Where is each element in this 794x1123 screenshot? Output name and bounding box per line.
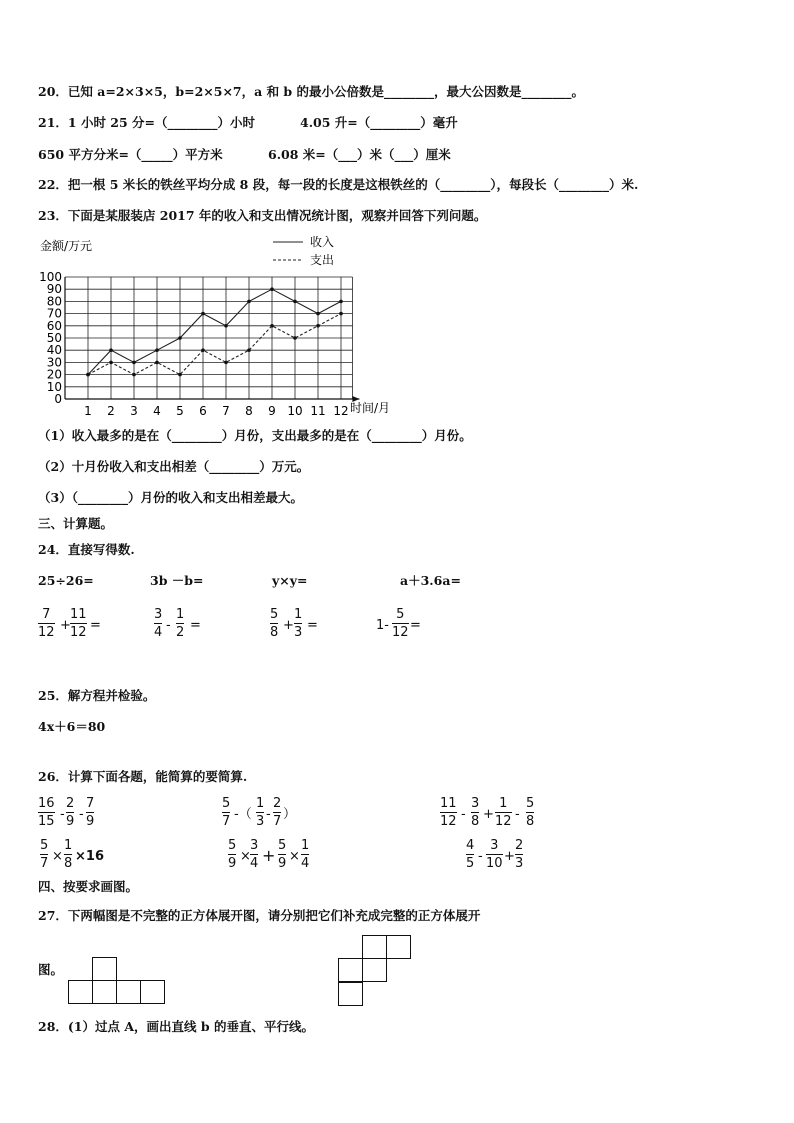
line-chart	[30, 230, 410, 420]
series-2-point	[316, 324, 320, 328]
y-tick-label: 50	[46, 331, 62, 345]
y-tick-label: 100	[39, 270, 62, 284]
series-1-point	[224, 324, 228, 328]
y-tick-label: 30	[46, 355, 62, 370]
chart-axes	[65, 277, 359, 402]
question-21-part3: 650 平方分米=（_____）平方米	[38, 147, 223, 162]
series-1-point	[109, 348, 113, 352]
chart-grid	[65, 277, 353, 399]
series-1-point	[155, 348, 159, 352]
series-1-point	[132, 361, 136, 365]
x-tick-label: 8	[245, 404, 253, 418]
legend-expense: 支出	[310, 253, 335, 267]
x-tick-label: 5	[176, 404, 184, 418]
series-1-point	[201, 312, 205, 316]
question-27-cont: 图。	[38, 962, 64, 977]
question-22: 22．把一根 5 米长的铁丝平均分成 8 段，每一段的长度是这根铁丝的（________），每段长（________）米.	[38, 177, 639, 192]
question-21-part4: 6.08 米=（___）米（___）厘米	[268, 147, 451, 162]
x-tick-label: 3	[130, 404, 138, 418]
y-tick-label: 0	[54, 392, 62, 406]
series-2-point	[132, 373, 136, 377]
series-2-point	[155, 361, 159, 365]
x-tick-label: 9	[268, 404, 276, 418]
section-4-heading: 四、按要求画图。	[38, 879, 139, 894]
x-tick-label: 6	[199, 404, 207, 418]
y-tick-label: 60	[46, 318, 62, 333]
chart-lines	[86, 287, 343, 376]
q24-item-3: y×y=	[272, 573, 308, 588]
series-line-2	[88, 314, 341, 375]
series-2-point	[293, 336, 297, 340]
question-23-2: （2）十月份收入和支出相差（________）万元。	[38, 459, 310, 474]
legend-income: 收入	[310, 235, 335, 249]
x-tick-label: 1	[84, 404, 92, 418]
series-1-point	[339, 300, 343, 304]
q24-item-2: 3b －b=	[150, 573, 204, 588]
question-21-part2: 4.05 升=（________）毫升	[300, 115, 458, 130]
question-28: 28．(1）过点 A，画出直线 b 的垂直、平行线。	[38, 1019, 315, 1034]
chart-legend	[273, 234, 334, 267]
question-20: 20．已知 a=2×3×5，b=2×5×7，a 和 b 的最小公倍数是________，最大公因数是________。	[38, 84, 585, 99]
x-tick-label: 7	[222, 404, 230, 418]
question-26: 26．计算下面各题，能简算的要简算.	[38, 769, 248, 784]
series-1-point	[178, 336, 182, 340]
y-axis-label: 金额/万元	[40, 239, 93, 253]
question-23: 23．下面是某服装店 2017 年的收入和支出情况统计图，观察并回答下列问题。	[38, 208, 487, 223]
series-2-point	[109, 361, 113, 365]
y-tick-label: 70	[46, 306, 62, 321]
question-21-part1: 21．1 小时 25 分=（________）小时	[38, 115, 256, 130]
series-1-point	[293, 300, 297, 304]
x-tick-label: 11	[310, 404, 326, 418]
series-line-1	[88, 289, 341, 374]
x-tick-label: 2	[107, 404, 115, 418]
y-tick-label: 40	[46, 343, 62, 358]
section-3-heading: 三、计算题。	[38, 516, 114, 531]
y-tick-label: 10	[46, 379, 62, 394]
question-25: 25．解方程并检验。	[38, 688, 156, 703]
x-tick-label: 10	[287, 404, 303, 418]
y-tick-label: 90	[46, 282, 62, 297]
series-2-point	[178, 373, 182, 377]
series-2-point	[339, 312, 343, 316]
question-23-1: （1）收入最多的是在（________）月份，支出最多的是在（________）月份。	[38, 428, 472, 443]
series-2-point	[86, 373, 90, 377]
series-2-point	[201, 348, 205, 352]
x-tick-label: 4	[153, 404, 161, 418]
y-tick-label: 20	[46, 367, 62, 382]
y-tick-label: 80	[46, 294, 62, 309]
series-1-point	[247, 300, 251, 304]
q24-item-1: 25÷26=	[38, 573, 94, 588]
q24-item-4: a＋3.6a=	[400, 573, 461, 588]
x-axis-label: 时间/月	[350, 401, 391, 415]
series-1-point	[316, 312, 320, 316]
series-2-point	[224, 361, 228, 365]
chart-ticks	[39, 270, 349, 418]
series-2-point	[247, 348, 251, 352]
question-24: 24．直接写得数.	[38, 542, 135, 557]
question-23-3: （3）（________）月份的收入和支出相差最大。	[38, 490, 303, 505]
q25-equation: 4x＋6＝80	[38, 719, 106, 734]
series-2-point	[270, 324, 274, 328]
question-27: 27．下两幅图是不完整的正方体展开图，请分别把它们补充成完整的正方体展开	[38, 908, 481, 923]
series-1-point	[270, 287, 274, 291]
x-tick-label: 12	[333, 404, 349, 418]
